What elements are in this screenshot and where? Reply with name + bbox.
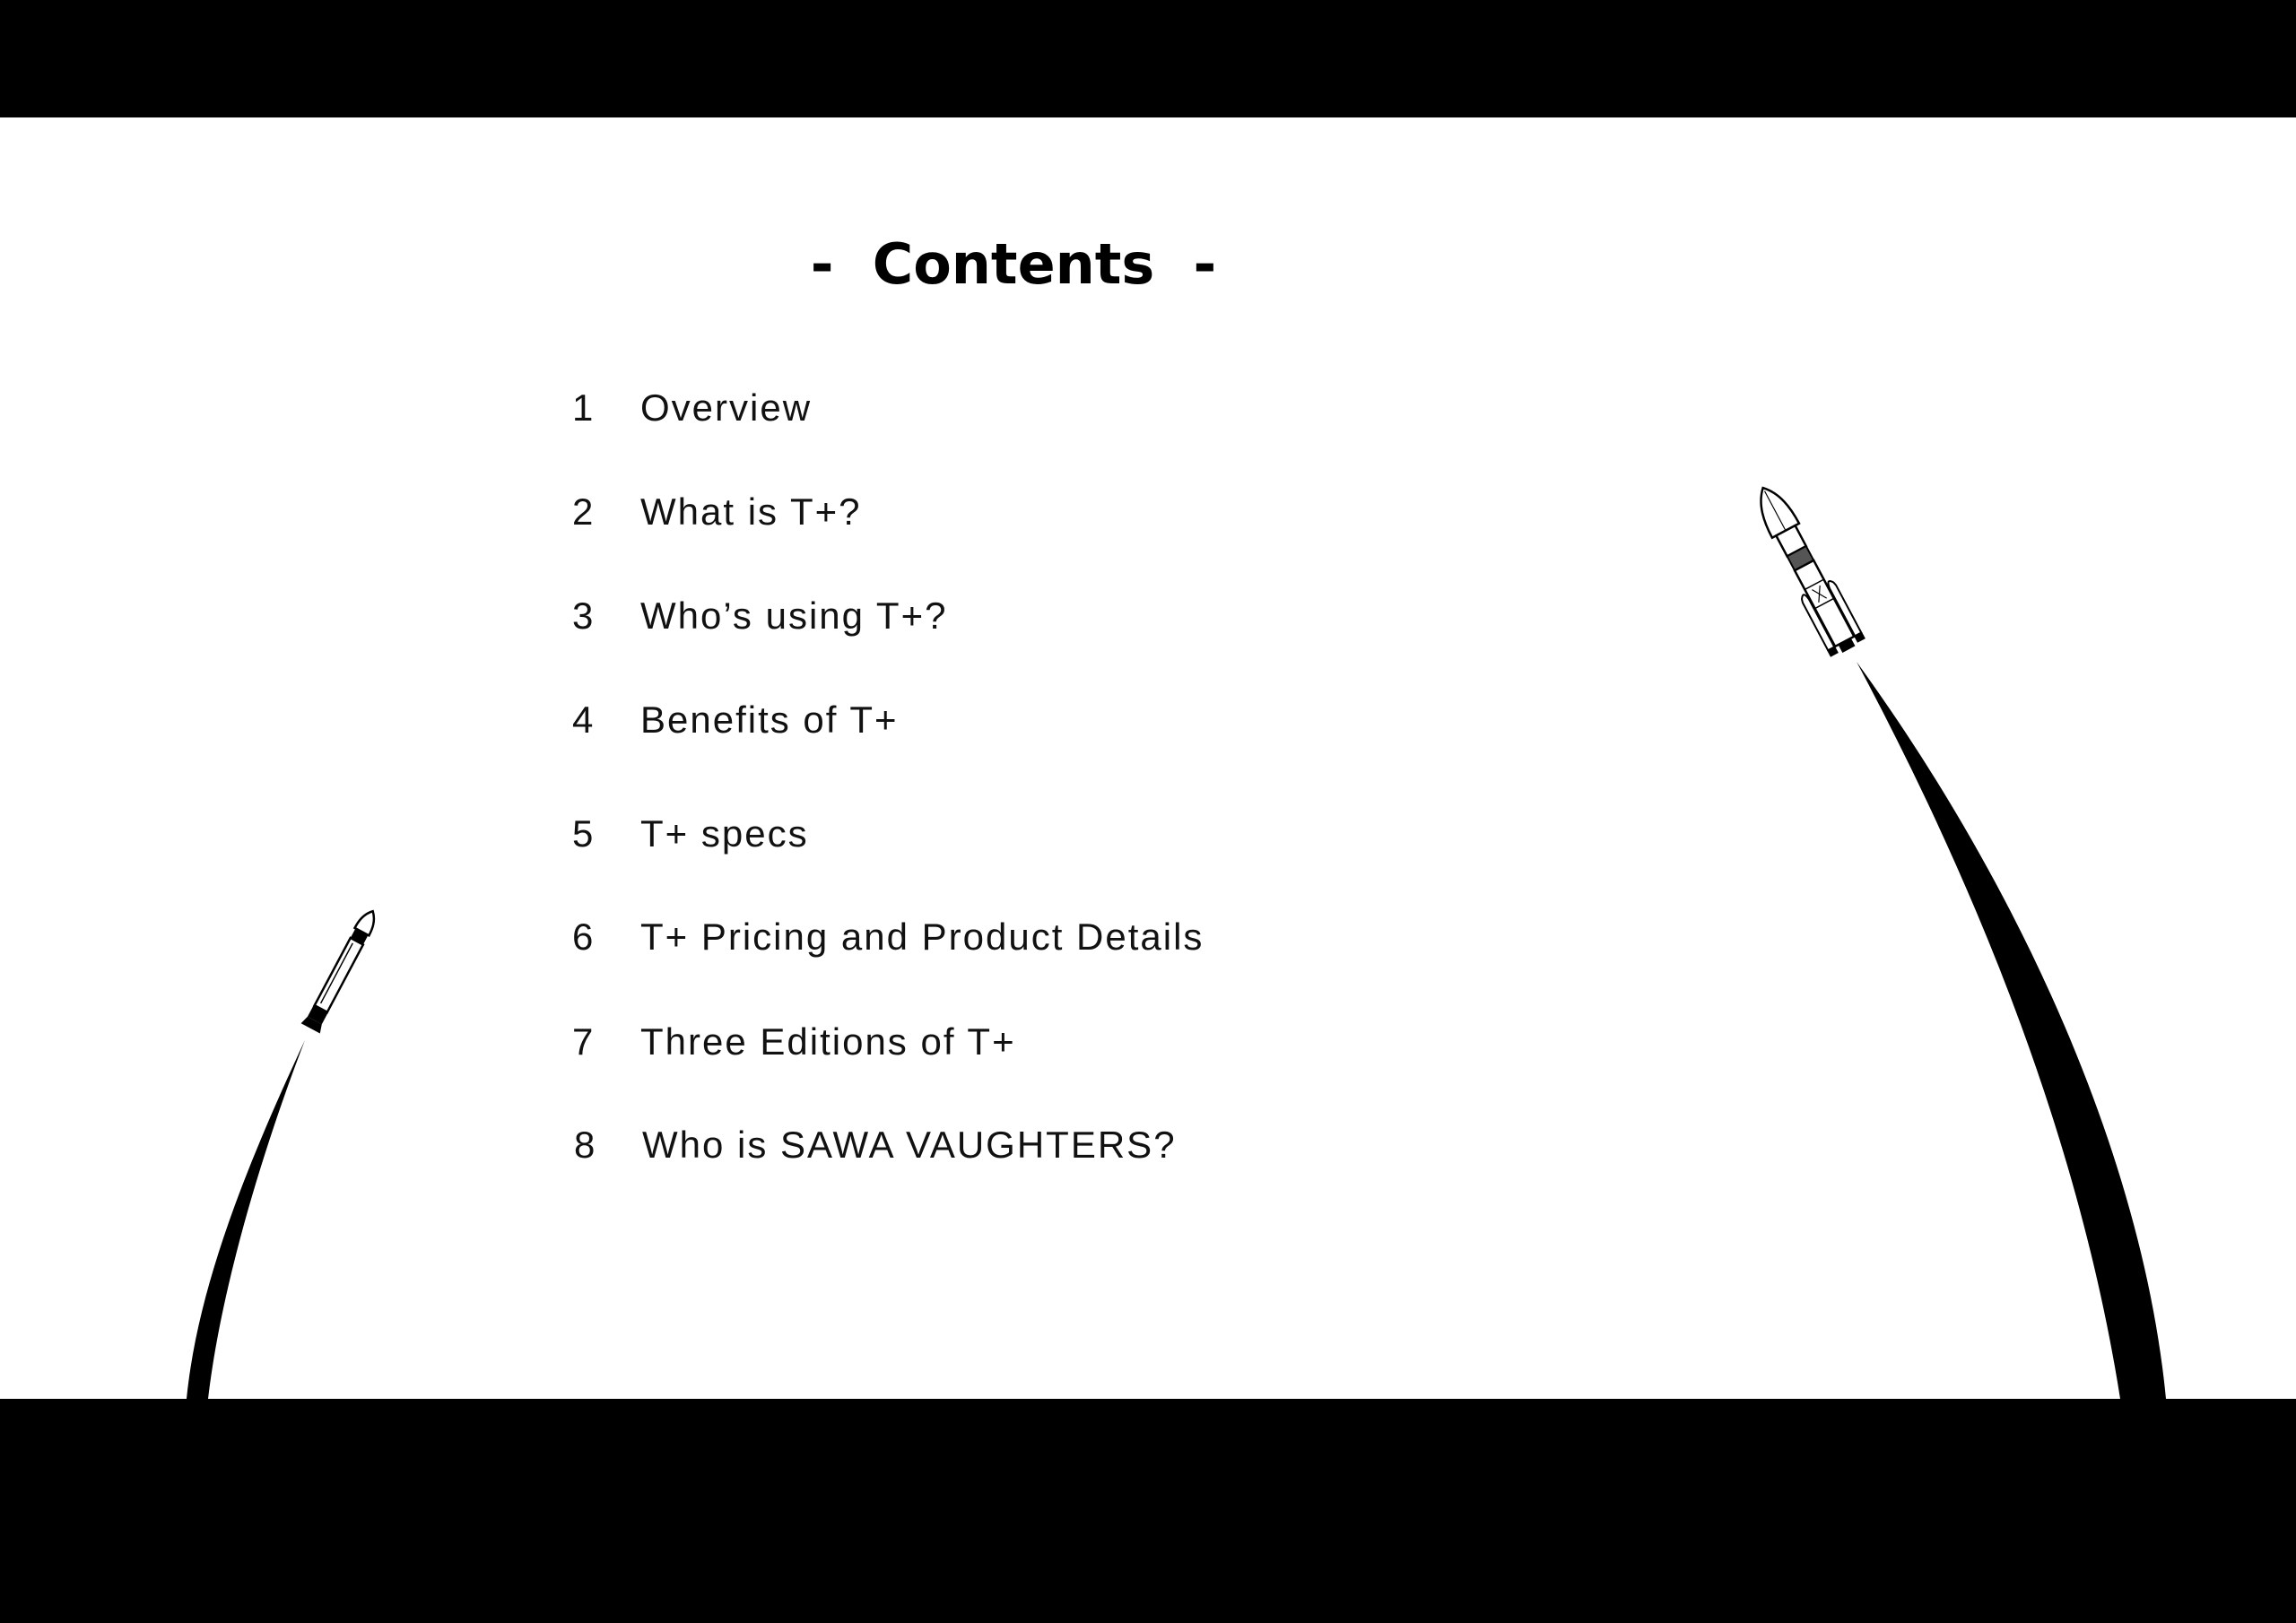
toc-item-number: 3 (572, 595, 596, 637)
toc-item-label: Benefits of T+ (640, 699, 899, 741)
toc-item-whos-using[interactable] (572, 589, 947, 643)
toc-item-label: T+ specs (640, 812, 809, 855)
toc-item-label: Overview (640, 386, 813, 429)
page-title: - Contents - (810, 231, 1217, 297)
toc-item-editions[interactable] (572, 1015, 1016, 1069)
toc-item-number: 6 (572, 916, 596, 958)
toc-item-number: 5 (572, 812, 596, 855)
toc-item-number: 4 (572, 699, 596, 741)
toc-item-number: 7 (572, 1020, 596, 1063)
toc-item-what-is[interactable] (572, 485, 861, 539)
toc-item-specs[interactable] (572, 807, 809, 861)
toc-item-label: Three Editions of T+ (640, 1020, 1016, 1063)
toc-item-label: Who’s using T+? (640, 595, 948, 637)
toc-item-overview[interactable] (572, 381, 812, 435)
toc-item-label: What is T+? (640, 490, 862, 533)
toc-item-who-is-sawa[interactable] (574, 1118, 1177, 1172)
toc-item-pricing[interactable] (572, 910, 1204, 964)
toc-item-number: 8 (574, 1124, 597, 1166)
toc-item-benefits[interactable] (572, 693, 899, 747)
toc-item-number: 2 (572, 490, 596, 533)
toc-item-number: 1 (572, 386, 596, 429)
toc-item-label: T+ Pricing and Product Details (640, 916, 1205, 958)
toc-item-label: Who is SAWA VAUGHTERS? (642, 1124, 1177, 1166)
